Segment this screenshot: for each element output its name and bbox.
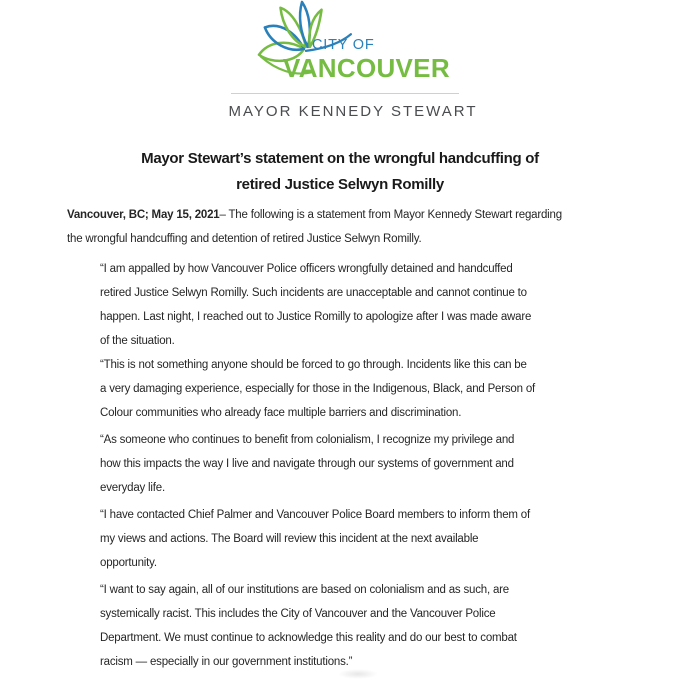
text-line: opportunity. — [100, 557, 157, 569]
text-line: retired Justice Selwyn Romilly. Such incidents are unacceptable and cannot continue to — [100, 287, 527, 299]
text-line: “I want to say again, all of our institutions are based on colonialism and as such, are — [100, 584, 509, 596]
quote-paragraph-2 — [100, 353, 535, 425]
text-line: “I am appalled by how Vancouver Police officers wrongfully detained and handcuffed — [100, 263, 513, 275]
statement-title — [0, 146, 680, 198]
text-line: of the situation. — [100, 335, 175, 347]
text-line: the wrongful handcuffing and detention of retired Justice Selwyn Romilly. — [67, 233, 422, 245]
page-end-mark-artifact — [338, 669, 378, 679]
quote-paragraph-4 — [100, 503, 530, 575]
quote-paragraph-5 — [100, 578, 517, 674]
text-line: Mayor Stewart’s statement on the wrongful handcuffing of — [141, 150, 539, 167]
text-line: retired Justice Selwyn Romilly — [236, 176, 444, 193]
text-line: how this impacts the way I live and navigate through our systems of government and — [100, 458, 514, 470]
text-line: Department. We must continue to acknowledge this reality and do our best to combat — [100, 632, 517, 644]
logo-vancouver-text: VANCOUVER — [283, 53, 450, 83]
text-line: happen. Last night, I reached out to Justice Romilly to apologize after I was made aware — [100, 311, 532, 323]
dateline-rest: – The following is a statement from Mayor Kennedy Stewart regarding — [219, 209, 562, 221]
quote-paragraph-3 — [100, 428, 514, 500]
mayor-banner-text: MAYOR KENNEDY STEWART — [228, 103, 478, 120]
quote-paragraph-1 — [100, 257, 531, 353]
text-line: “As someone who continues to benefit from colonialism, I recognize my privilege and — [100, 434, 515, 446]
text-line: everyday life. — [100, 482, 165, 494]
dateline-bold: Vancouver, BC; May 15, 2021 — [67, 209, 220, 221]
text-line: systemically racist. This includes the City of Vancouver and the Vancouver Police — [100, 608, 496, 620]
text-line — [67, 203, 562, 227]
text-line: a very damaging experience, especially for those in the Indigenous, Black, and Person of — [100, 383, 536, 395]
letterhead-divider — [231, 93, 459, 94]
dateline-paragraph — [67, 203, 562, 251]
text-line: “I have contacted Chief Palmer and Vancouver Police Board members to inform them of — [100, 509, 530, 521]
text-line: my views and actions. The Board will review this incident at the next available — [100, 533, 479, 545]
logo-city-of-text: CITY OF — [312, 37, 375, 53]
text-line: Colour communities who already face multiple barriers and discrimination. — [100, 407, 462, 419]
text-line: racism — especially in our government institutions.” — [100, 656, 353, 668]
text-line: “This is not something anyone should be forced to go through. Incidents like this can be — [100, 359, 527, 371]
